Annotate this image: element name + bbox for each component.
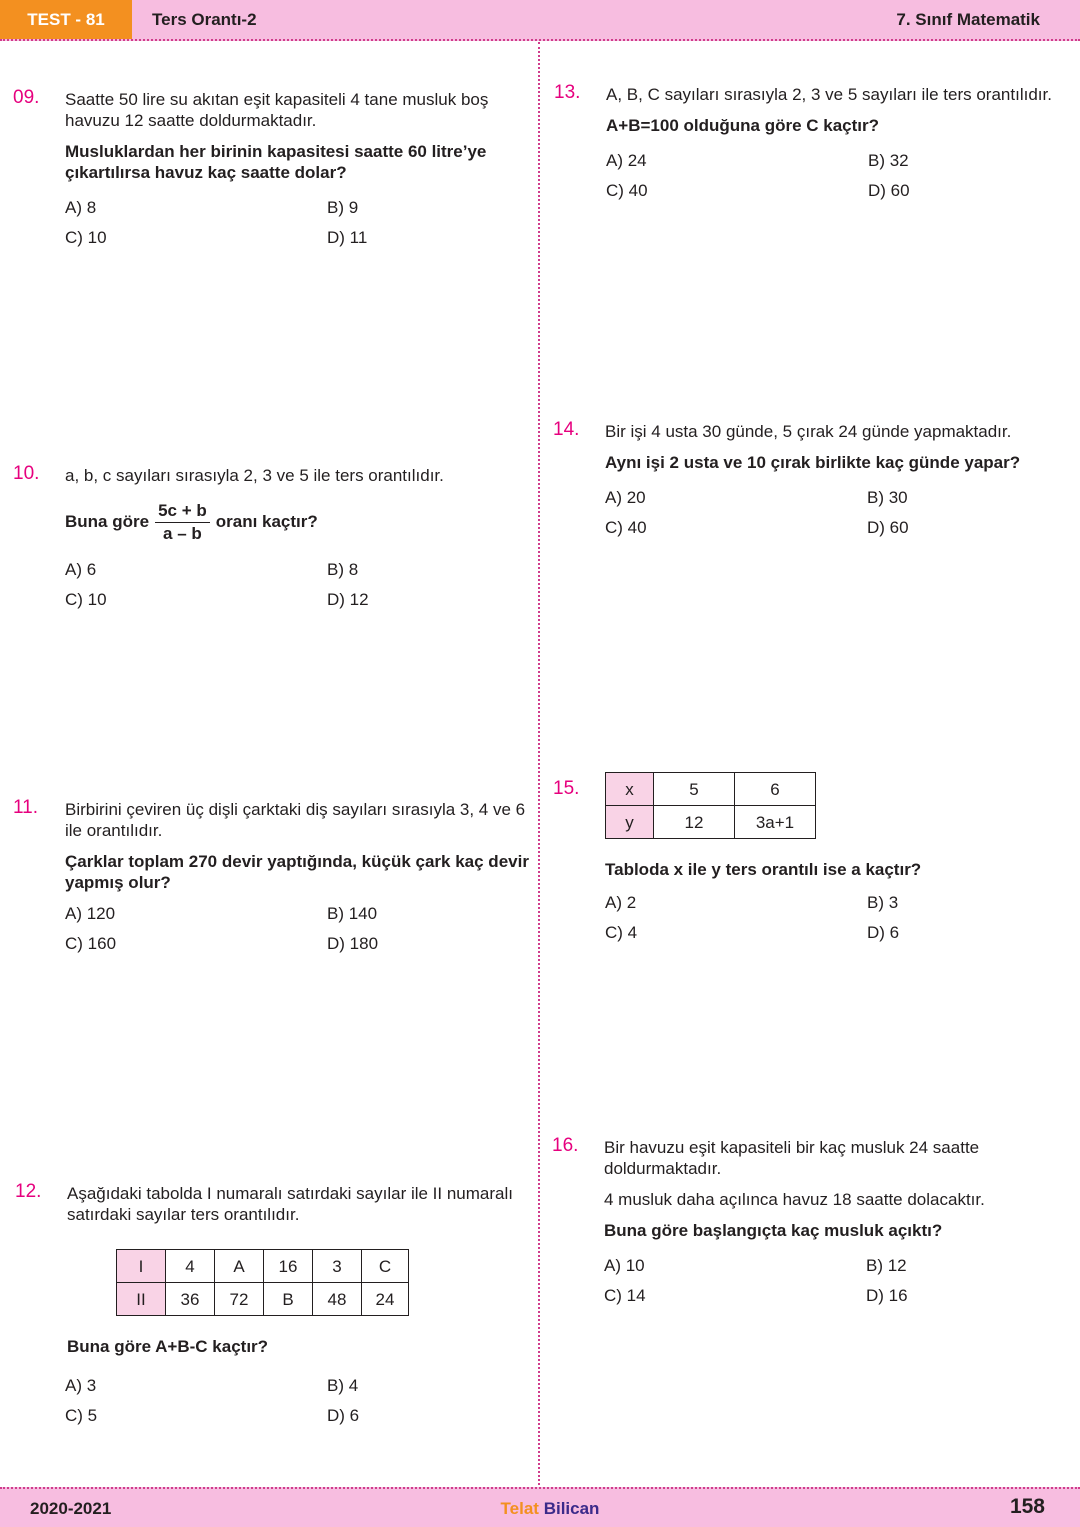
option-a[interactable]: A) 120 xyxy=(65,904,116,923)
page-number: 158 xyxy=(1009,1495,1045,1518)
numerator: 5c + b xyxy=(155,500,210,523)
question-prompt: Buna göre A+B-C kaçtır? xyxy=(67,1337,269,1356)
question-text-2: 4 musluk daha açılınca havuz 18 saatte dolacaktır. xyxy=(604,1190,985,1209)
option-c[interactable]: C) 14 xyxy=(604,1286,646,1305)
question-prompt: Aynı işi 2 usta ve 10 çırak birlikte kaç günde yapar? xyxy=(605,453,1021,472)
option-b[interactable]: B) 9 xyxy=(327,198,359,217)
question-13 xyxy=(554,82,1076,201)
table-cell: y xyxy=(606,806,654,839)
option-c[interactable]: C) 10 xyxy=(65,228,107,247)
option-b[interactable]: B) 140 xyxy=(327,904,378,923)
question-15 xyxy=(553,772,1075,943)
option-b[interactable]: B) 12 xyxy=(866,1256,907,1275)
option-a[interactable]: A) 3 xyxy=(65,1376,97,1395)
question-09 xyxy=(13,87,535,248)
question-prompt xyxy=(65,500,535,545)
question-text: Bir havuzu eşit kapasiteli bir kaç musluk 24 saatte doldurmaktadır. xyxy=(604,1138,980,1178)
question-number: 11. xyxy=(13,797,39,818)
table-cell: 5 xyxy=(654,773,735,806)
option-a[interactable]: A) 6 xyxy=(65,560,97,579)
subject: 7. Sınıf Matematik xyxy=(896,10,1040,29)
table-cell: 3a+1 xyxy=(735,806,816,839)
option-d[interactable]: D) 11 xyxy=(327,228,368,247)
option-a[interactable]: A) 10 xyxy=(604,1256,645,1275)
option-c[interactable]: C) 5 xyxy=(65,1406,98,1425)
author-last: Bilican xyxy=(543,1499,600,1518)
table-cell: C xyxy=(362,1250,409,1283)
table-cell: I xyxy=(117,1250,166,1283)
question-text: Aşağıdaki tabolda I numaralı satırdaki sayılar ile II numaralı satırdaki sayılar ters orantılıdır. xyxy=(67,1184,513,1224)
question-number: 13. xyxy=(554,82,581,103)
table-cell: 36 xyxy=(166,1283,215,1316)
school-year: 2020-2021 xyxy=(30,1499,112,1518)
question-14 xyxy=(553,419,1075,538)
data-table xyxy=(116,1249,409,1316)
question-prompt: Buna göre başlangıçta kaç musluk açıktı? xyxy=(604,1221,943,1240)
option-d[interactable]: D) 60 xyxy=(867,518,909,537)
table-cell: 48 xyxy=(313,1283,362,1316)
header-bar xyxy=(0,0,1080,41)
question-text: Saatte 50 lire su akıtan eşit kapasiteli 4 tane musluk boş havuzu 12 saatte doldurmaktadır. xyxy=(65,90,489,130)
option-c[interactable]: C) 10 xyxy=(65,590,107,609)
option-b[interactable]: B) 32 xyxy=(868,151,909,170)
option-d[interactable]: D) 12 xyxy=(327,590,369,609)
question-11 xyxy=(13,797,535,954)
option-a[interactable]: A) 8 xyxy=(65,198,97,217)
table-cell: 6 xyxy=(735,773,816,806)
question-text: a, b, c sayıları sırasıyla 2, 3 ve 5 ile ters orantılıdır. xyxy=(65,466,444,485)
option-d[interactable]: D) 6 xyxy=(867,923,900,942)
question-number: 15. xyxy=(553,778,580,799)
author-first: Telat xyxy=(500,1499,539,1518)
option-d[interactable]: D) 60 xyxy=(868,181,910,200)
question-number: 16. xyxy=(552,1135,579,1156)
question-prompt: Musluklardan her birinin kapasitesi saatte 60 litre’ye çıkartılırsa havuz kaç saatte dolar? xyxy=(65,142,487,182)
table-cell: A xyxy=(215,1250,264,1283)
option-c[interactable]: C) 4 xyxy=(605,923,638,942)
data-table xyxy=(605,772,816,839)
footer-bar xyxy=(0,1487,1080,1527)
question-text: A, B, C sayıları sırasıyla 2, 3 ve 5 sayıları ile ters orantılıdır. xyxy=(606,85,1052,104)
table-cell: x xyxy=(606,773,654,806)
column-divider xyxy=(538,42,540,1485)
option-d[interactable]: D) 6 xyxy=(327,1406,360,1425)
table-cell: 24 xyxy=(362,1283,409,1316)
option-a[interactable]: A) 20 xyxy=(605,488,646,507)
option-c[interactable]: C) 40 xyxy=(605,518,647,537)
option-d[interactable]: D) 16 xyxy=(866,1286,908,1305)
question-prompt: Çarklar toplam 270 devir yaptığında, küçük çark kaç devir yapmış olur? xyxy=(65,852,529,892)
question-number: 09. xyxy=(13,87,40,108)
table-cell: 16 xyxy=(264,1250,313,1283)
question-10 xyxy=(13,463,535,610)
option-a[interactable]: A) 2 xyxy=(605,893,637,912)
option-b[interactable]: B) 30 xyxy=(867,488,908,507)
table-cell: II xyxy=(117,1283,166,1316)
question-prompt: Tabloda x ile y ters orantılı ise a kaçtır? xyxy=(605,860,922,879)
option-b[interactable]: B) 3 xyxy=(867,893,899,912)
denominator: a – b xyxy=(163,524,202,543)
author xyxy=(0,1499,1080,1519)
question-number: 14. xyxy=(553,419,580,440)
prompt-post: oranı kaçtır? xyxy=(215,511,318,531)
option-b[interactable]: B) 8 xyxy=(327,560,359,579)
option-a[interactable]: A) 24 xyxy=(606,151,647,170)
table-cell: 3 xyxy=(313,1250,362,1283)
fraction xyxy=(155,500,210,545)
table-cell: 12 xyxy=(654,806,735,839)
test-number: TEST - 81 xyxy=(0,0,132,39)
test-title: Ters Orantı-2 xyxy=(152,10,257,29)
question-number: 10. xyxy=(13,463,40,484)
option-c[interactable]: C) 160 xyxy=(65,934,117,953)
question-16 xyxy=(552,1135,1074,1306)
question-12 xyxy=(15,1181,537,1426)
question-text: Bir işi 4 usta 30 günde, 5 çırak 24 günde yapmaktadır. xyxy=(605,422,1012,441)
prompt-pre: Buna göre xyxy=(65,511,150,531)
table-cell: B xyxy=(264,1283,313,1316)
table-cell: 4 xyxy=(166,1250,215,1283)
option-b[interactable]: B) 4 xyxy=(327,1376,359,1395)
question-text: Birbirini çeviren üç dişli çarktaki diş sayıları sırasıyla 3, 4 ve 6 ile orantılıdır. xyxy=(65,800,526,840)
question-number: 12. xyxy=(15,1181,42,1202)
option-d[interactable]: D) 180 xyxy=(327,934,379,953)
question-prompt: A+B=100 olduğuna göre C kaçtır? xyxy=(606,116,880,135)
option-c[interactable]: C) 40 xyxy=(606,181,648,200)
table-cell: 72 xyxy=(215,1283,264,1316)
